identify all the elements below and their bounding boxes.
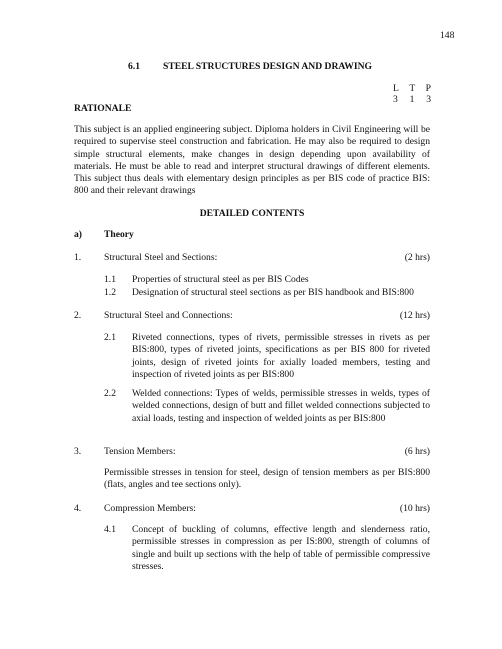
unit-3-number: 3.: [74, 446, 82, 457]
sub-1-1-text: Properties of structural steel as per BIS Codes: [132, 274, 309, 285]
sub-1-2-text: Designation of structural steel sections as per BIS handbook and BIS:800: [132, 287, 414, 298]
theory-label: a): [74, 229, 82, 240]
ltp-values: [393, 94, 431, 105]
unit-1-number: 1.: [74, 252, 82, 263]
unit-2-number: 2.: [74, 310, 82, 321]
sub-4-1-number: 4.1: [104, 524, 116, 535]
sub-2-1-text: Riveted connections, types of rivets, permissible stresses in rivets as per BIS:800, types of riveted joints, specifications as per BIS 800 for riveted joints, design of riveted joints for axially loaded members, testing and inspection of riveted joints as per BIS:800: [132, 332, 430, 380]
rationale-title: RATIONALE: [74, 103, 132, 114]
page-number: 148: [440, 30, 455, 41]
section-title: STEEL STRUCTURES DESIGN AND DRAWING: [163, 61, 372, 72]
unit-4-hours: (10 hrs): [399, 503, 430, 514]
ltp-label-l: L: [393, 83, 399, 94]
sub-2-2-text: Welded connections: Types of welds, permissible stresses in welds, types of welded connections, design of butt and fillet welded connections subjected to axial loads, testing and inspection of welded joints as per BIS:800: [132, 388, 430, 424]
unit-3-title: Tension Members:: [104, 446, 176, 457]
sub-1-1-number: 1.1: [104, 274, 116, 285]
unit-3-text: Permissible stresses in tension for steel, design of tension members as per BIS:800 (flats, angles and tee sections only).: [104, 467, 430, 491]
unit-3-hours: (6 hrs): [404, 446, 430, 457]
unit-4-title: Compression Members:: [104, 503, 196, 514]
ltp-value-p: 3: [426, 94, 431, 105]
theory-title: Theory: [104, 229, 134, 240]
ltp-table: [393, 83, 431, 105]
rationale-body: This subject is an applied engineering subject. Diploma holders in Civil Engineering will be required to supervise steel construction and fabrication. He may also be required to design simple structural elements, make changes in design depending upon availability of materials. He must be able to read and interpret structural drawings of different elements. This subject thus deals with elementary design principles as per BIS code of practice BIS: 800 and their relevant drawings: [74, 124, 430, 197]
unit-2-title: Structural Steel and Connections:: [104, 310, 233, 321]
ltp-labels: [393, 83, 431, 94]
sub-2-2-number: 2.2: [104, 388, 116, 399]
ltp-label-t: T: [409, 83, 416, 94]
sub-1-2-number: 1.2: [104, 287, 116, 298]
unit-1-title: Structural Steel and Sections:: [104, 252, 218, 263]
unit-1-hours: (2 hrs): [404, 252, 430, 263]
section-number: 6.1: [128, 61, 140, 72]
sub-4-1-text: Concept of buckling of columns, effective length and slenderness ratio, permissible stresses in compression as per IS:800, strength of columns of single and built up sections with the help of table of permissible compressive stresses.: [132, 524, 430, 572]
ltp-label-p: P: [425, 83, 431, 94]
sub-2-1-number: 2.1: [104, 332, 116, 343]
ltp-value-l: 3: [393, 94, 398, 105]
unit-4-number: 4.: [74, 503, 82, 514]
detailed-contents-title: DETAILED CONTENTS: [199, 208, 305, 219]
unit-2-hours: (12 hrs): [399, 310, 430, 321]
ltp-value-t: 1: [409, 94, 415, 105]
